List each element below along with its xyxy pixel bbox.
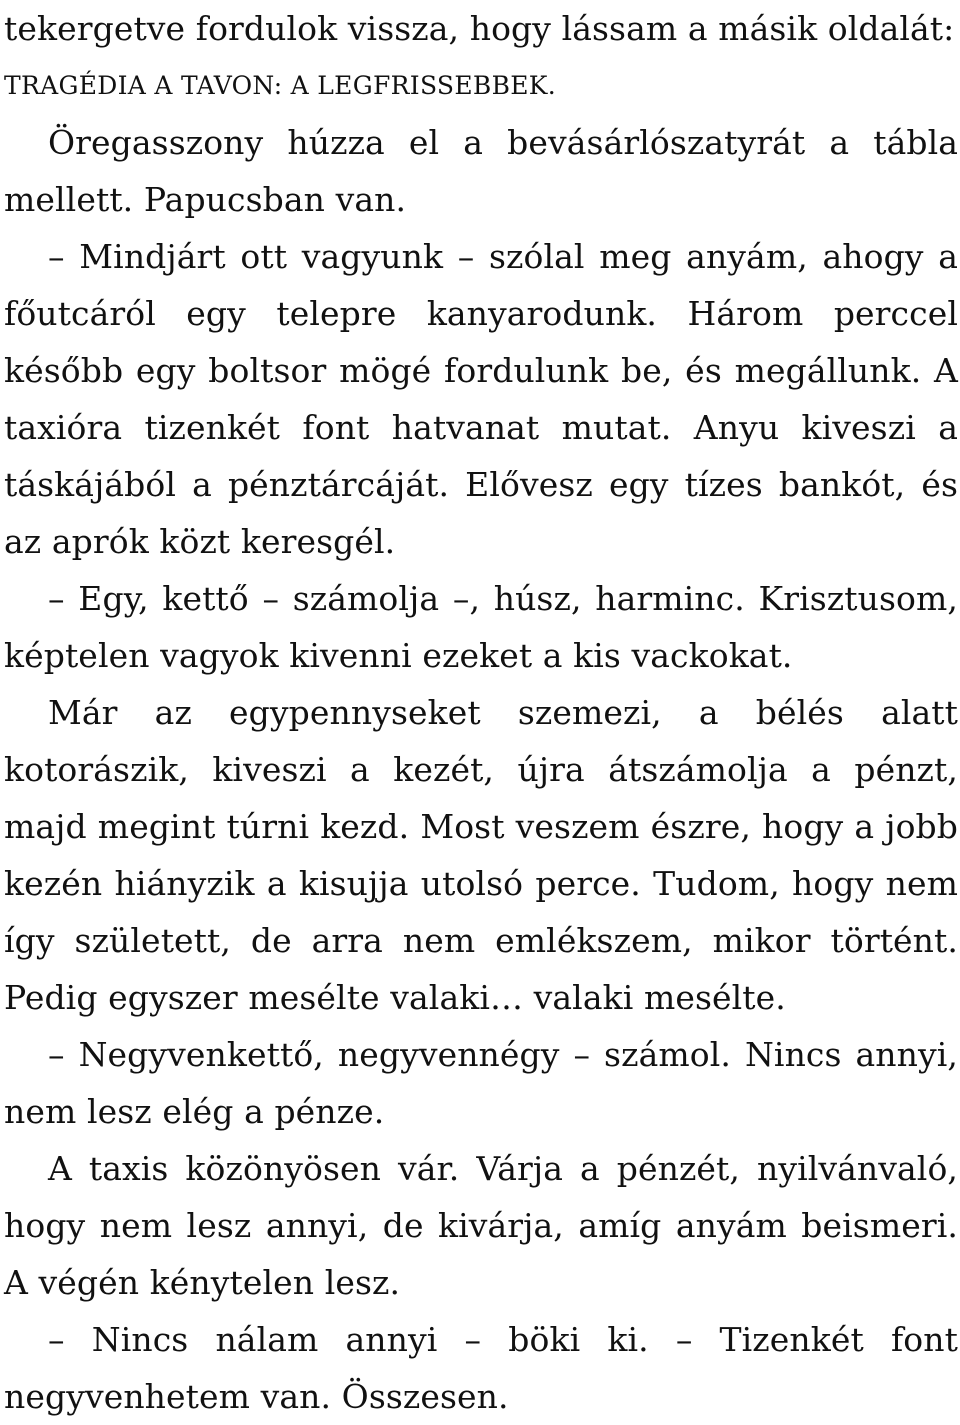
paragraph-admission: – Nincs nálam annyi – böki ki. – Tizenkét font negyvenhetem van. Összesen. (4, 1320, 958, 1416)
paragraph-continuation: tekergetve fordulok vissza, hogy lássam a másik oldalát: (4, 9, 955, 48)
paragraph-counting: – Egy, kettő – számolja –, húsz, harminc. Krisztusom, képtelen vagyok kivenni ezeket a kis vackokat. (4, 579, 958, 675)
paragraph-arrival: – Mindjárt ott vagyunk – szólal meg anyám, ahogy a főutcáról egy telepre kanyarodunk. Három perccel később egy boltsor mögé fordulunk be, és megállunk. A taxióra tizenkét font hatvanat mutat. Anyu kiveszi a táskájából a pénztárcáját. Elővesz egy tízes bankót, és az aprók közt keresgél. (4, 237, 958, 561)
paragraph-forty-four: – Negyvenkettő, negyvennégy – számol. Nincs annyi, nem lesz elég a pénze. (4, 1035, 958, 1131)
paragraph-taxi-driver: A taxis közönyösen vár. Várja a pénzét, nyilvánvaló, hogy nem lesz annyi, de kivárja, amíg anyám beismeri. A végén kénytelen lesz. (4, 1149, 958, 1302)
paragraph-old-woman: Öregasszony húzza el a bevásárlószatyrát a tábla mellett. Papucsban van. (4, 123, 958, 219)
headline-text: TRAGÉDIA A TAVON: A LEGFRISSEBBEK. (4, 71, 557, 100)
book-page (4, 0, 958, 1425)
paragraph-pennies: Már az egypennyseket szemezi, a bélés alatt kotorászik, kiveszi a kezét, újra átszámolja a pénzt, majd megint túrni kezd. Most veszem észre, hogy a jobb kezén hiányzik a kisujja utolsó perce. Tudom, hogy nem így született, de arra nem emlékszem, mikor történt. Pedig egyszer mesélte valaki… valaki mesélte. (4, 693, 958, 1017)
